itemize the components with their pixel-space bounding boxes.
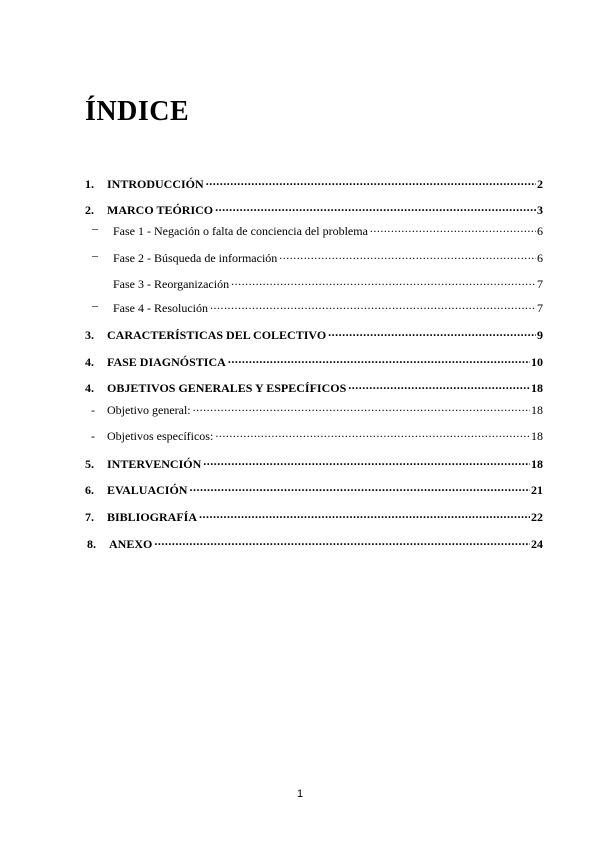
toc-page-number: 10 <box>531 355 543 369</box>
toc-entry-caracteristicas[interactable] <box>0 327 600 343</box>
toc-label: CARACTERÍSTICAS DEL COLECTIVO <box>107 328 327 342</box>
dot-leader <box>203 456 530 468</box>
toc-label: Fase 4 - Resolución <box>113 301 208 315</box>
dot-leader <box>210 300 536 312</box>
toc-label: Objetivos específicos: <box>107 429 214 443</box>
toc-entry-fase-4[interactable] <box>0 300 600 316</box>
toc-entry-evaluacion[interactable] <box>0 482 600 498</box>
toc-entry-marco-teorico[interactable] <box>0 202 600 218</box>
toc-entry-fase-2[interactable] <box>0 250 600 266</box>
toc-entry-bibliografia[interactable] <box>0 509 600 525</box>
dot-leader <box>154 536 530 548</box>
dot-leader <box>199 509 530 521</box>
toc-page-number: 18 <box>531 403 543 417</box>
toc-page-number: 18 <box>531 381 543 395</box>
dot-leader <box>215 202 536 214</box>
toc-page-number: 2 <box>537 177 543 191</box>
toc-entry-anexo[interactable] <box>0 536 600 552</box>
dash-bullet: ‒ <box>92 248 98 262</box>
toc-number: 8. <box>87 537 96 551</box>
toc-page-number: 18 <box>531 457 543 471</box>
dash-bullet: ‒ <box>92 221 98 235</box>
toc-number: 4. <box>85 355 94 369</box>
toc-number: 1. <box>85 177 94 191</box>
toc-number: 5. <box>85 457 94 471</box>
toc-label: INTERVENCIÓN <box>107 457 202 471</box>
toc-label: Fase 1 - Negación o falta de conciencia del problema <box>113 224 368 238</box>
toc-label: Objetivo general: <box>107 403 191 417</box>
toc-page-number: 3 <box>537 203 543 217</box>
dot-leader <box>279 250 536 262</box>
toc-label: EVALUACIÓN <box>107 483 188 497</box>
toc-entry-objetivos[interactable] <box>0 380 600 396</box>
toc-page-number: 7 <box>537 277 543 291</box>
dot-leader <box>189 482 530 494</box>
toc-page-number: 21 <box>531 483 543 497</box>
toc-entry-intervencion[interactable] <box>0 456 600 472</box>
dot-leader <box>228 354 530 366</box>
page-number: 1 <box>296 788 304 800</box>
dash-bullet: ‒ <box>92 298 98 312</box>
page-title: ÍNDICE <box>85 96 190 127</box>
toc-number: 6. <box>85 483 94 497</box>
toc-label: ANEXO <box>109 537 153 551</box>
toc-label: BIBLIOGRAFÍA <box>107 510 198 524</box>
toc-entry-objetivo-general[interactable] <box>0 402 600 418</box>
toc-label: MARCO TEÓRICO <box>107 203 214 217</box>
toc-number: 7. <box>85 510 94 524</box>
toc-page-number: 22 <box>531 510 543 524</box>
toc-page-number: 24 <box>531 537 543 551</box>
toc-label: Fase 3 - Reorganización <box>113 277 230 291</box>
toc-number: 3. <box>85 328 94 342</box>
dot-leader <box>215 428 530 440</box>
toc-entry-objetivos-especificos[interactable] <box>0 428 600 444</box>
toc-page-number: 6 <box>537 224 543 238</box>
dot-leader <box>328 327 536 339</box>
dot-leader <box>193 402 530 414</box>
toc-entry-fase-diagnostica[interactable] <box>0 354 600 370</box>
dot-leader <box>206 176 536 188</box>
dot-leader <box>348 380 530 392</box>
toc-number: 2. <box>85 203 94 217</box>
toc-page-number: 18 <box>531 429 543 443</box>
toc-entry-fase-3[interactable] <box>0 276 600 292</box>
toc-label: FASE DIAGNÓSTICA <box>107 355 226 369</box>
toc-page-number: 7 <box>537 301 543 315</box>
toc-page-number: 6 <box>537 251 543 265</box>
dot-leader <box>370 223 536 235</box>
toc-entry-fase-1[interactable] <box>0 223 600 239</box>
toc-label: INTRODUCCIÓN <box>107 177 204 191</box>
toc-entry-introduccion[interactable] <box>0 176 600 192</box>
dot-leader <box>231 276 536 288</box>
toc-number: 4. <box>85 381 94 395</box>
dash-bullet: - <box>91 403 95 417</box>
toc-label: OBJETIVOS GENERALES Y ESPECÍFICOS <box>107 381 347 395</box>
toc-label: Fase 2 - Búsqueda de información <box>113 251 278 265</box>
toc-page-number: 9 <box>537 328 543 342</box>
dash-bullet: - <box>91 429 95 443</box>
